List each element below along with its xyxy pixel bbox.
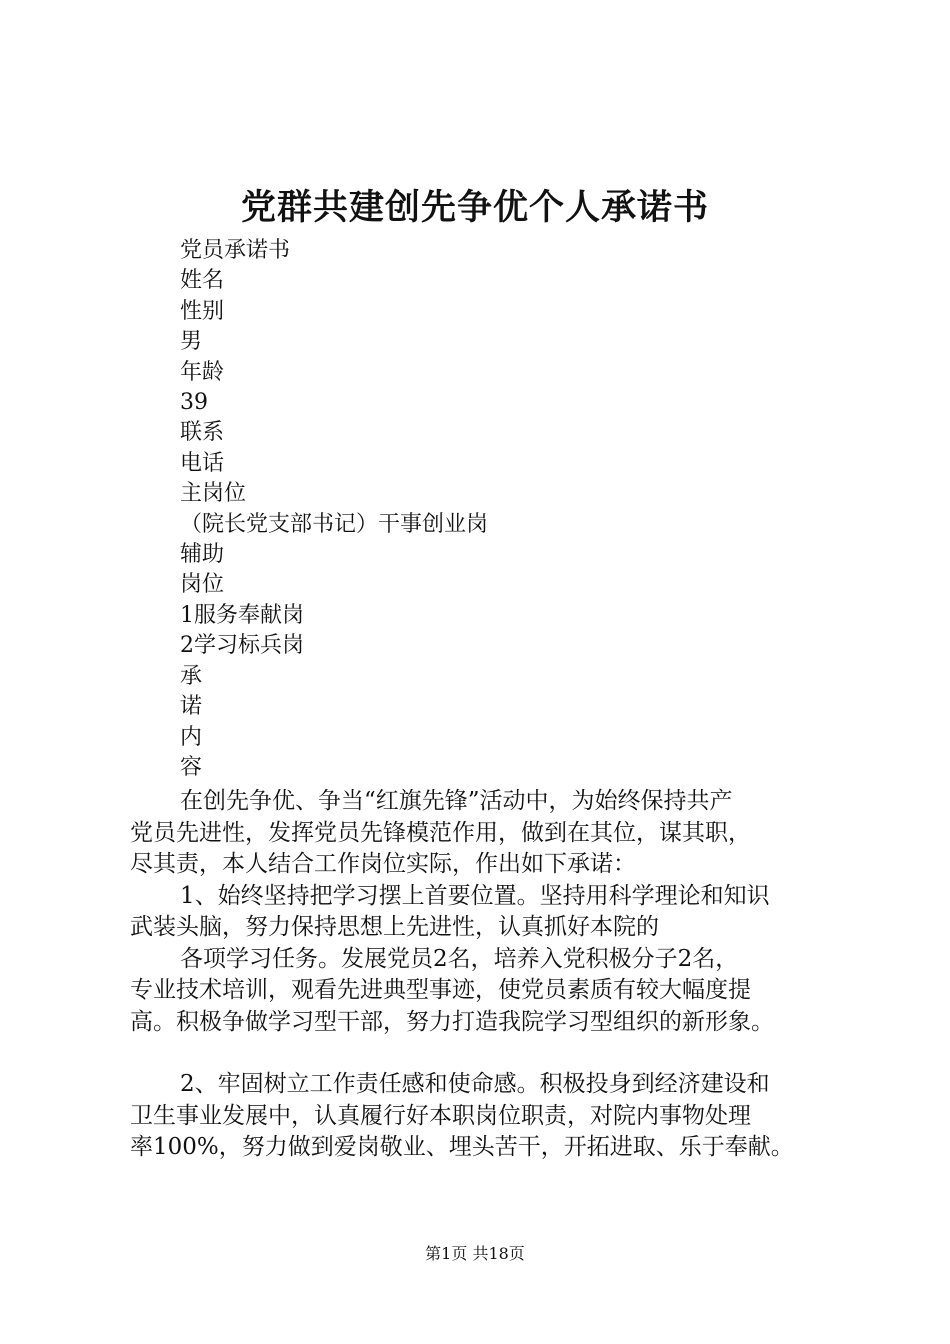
field-label-pledge-3: 内 <box>180 724 203 750</box>
pledge-fields <box>180 236 488 783</box>
field-label-gender: 性别 <box>180 298 225 324</box>
body-line: 尽其责，本人结合工作岗位实际，作出如下承诺： <box>130 851 636 877</box>
field-value-age: 39 <box>180 390 208 416</box>
body-line: 率100%，努力做到爱岗敬业、埋头苦干，开拓进取、乐于奉献。 <box>130 1134 794 1160</box>
field-value-aux-post-2: 2学习标兵岗 <box>180 633 304 659</box>
field-value-aux-post-1: 1服务奉献岗 <box>180 602 304 628</box>
field-label-post: 岗位 <box>180 572 225 598</box>
field-label-pledge-4: 容 <box>180 754 203 780</box>
field-label-age: 年龄 <box>180 359 225 385</box>
field-value-main-post: （院长党支部书记）干事创业岗 <box>180 511 489 537</box>
body-line: 党员先进性，发挥党员先锋模范作用，做到在其位，谋其职， <box>130 819 751 846</box>
field-label-pledge-2: 诺 <box>180 694 203 720</box>
page-footer: 第1页 共18页 <box>425 1244 525 1263</box>
body-line: 卫生事业发展中，认真履行好本职岗位职责，对院内事物处理 <box>130 1102 751 1129</box>
field-label-aux: 辅助 <box>180 542 225 568</box>
body-line: 武装头脑，努力保持思想上先进性，认真抓好本院的 <box>130 914 659 940</box>
field-label-name: 姓名 <box>180 268 225 294</box>
field-heading: 党员承诺书 <box>180 238 291 263</box>
body-line: 高。积极争做学习型干部，努力打造我院学习型组织的新形象。 <box>130 1008 774 1035</box>
field-value-gender: 男 <box>180 329 203 355</box>
field-label-pledge-1: 承 <box>180 663 203 689</box>
field-label-main-post: 主岗位 <box>180 481 247 507</box>
field-label-phone: 电话 <box>180 450 225 476</box>
body-line: 各项学习任务。发展党员2名，培养入党积极分子2名， <box>180 945 739 972</box>
body-line: 2、牢固树立工作责任感和使命感。积极投身到经济建设和 <box>180 1071 770 1097</box>
body-line: 专业技术培训，观看先进典型事迹，使党员素质有较大幅度提 <box>130 977 751 1003</box>
body-line: 1、始终坚持把学习摆上首要位置。坚持用科学理论和知识 <box>180 882 770 909</box>
body-line: 在创先争优、争当“红旗先锋”活动中，为始终保持共产 <box>180 788 733 814</box>
pledge-body <box>130 786 850 1164</box>
field-label-contact: 联系 <box>180 420 225 446</box>
document-title: 党群共建创先争优个人承诺书 <box>240 187 709 228</box>
